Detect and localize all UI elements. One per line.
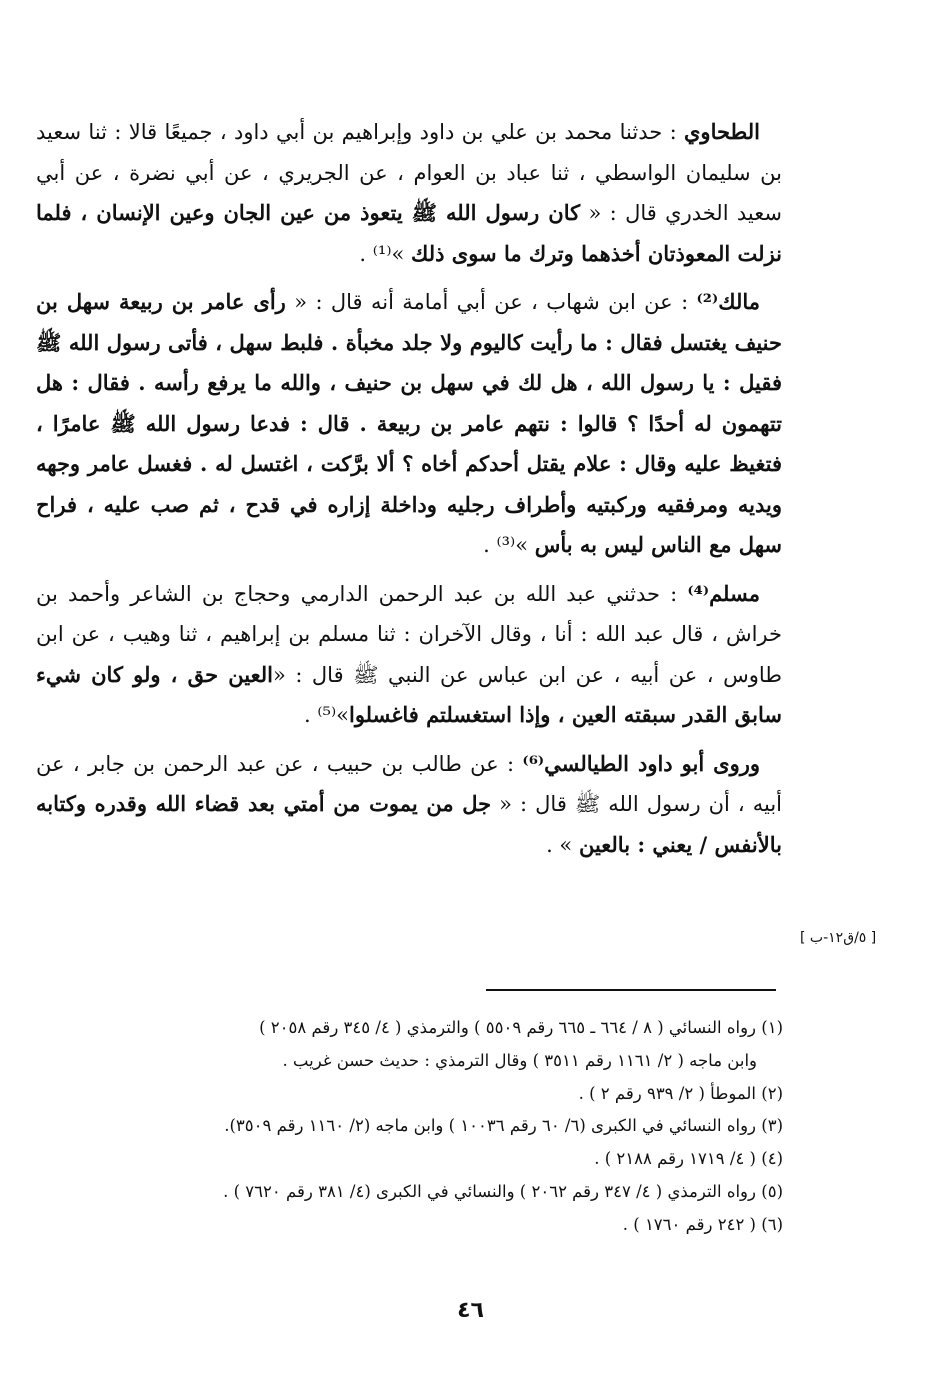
footnote: (٢) الموطأ ( ٢/ ٩٣٩ رقم ٢ ) . [578,1083,783,1103]
main-text [36,112,782,873]
footnote: (٤) ( ٤/ ١٧١٩ رقم ٢١٨٨ ) . [594,1149,783,1169]
quote-end: »⁽⁵⁾ . [304,703,349,727]
speaker-name: مسلم⁽⁴⁾ [687,580,760,606]
footnotes [40,1012,783,1242]
hadith-quote: رأى عامر بن ربيعة سهل بن حنيف يغتسل فقال : ما رأيت كاليوم ولا جلد مخبأة . فلبط سهل ، فأتى رسول الله ﷺ فقيل : يا رسول الله ، هل لك في سهل بن حنيف ، والله ما يرفع رأسه . فقال : هل تتهمون له أحدًا ؟ قالوا : نتهم عامر بن ربيعة . قال : فدعا رسول الله ﷺ عامرًا ، فتغيظ عليه وقال : علام يقتل أحدكم أخاه ؟ ألا برَّكت ، اغتسل له . فغسل عامر وجهه ويديه ومرفقيه وركبتيه وأطراف رجليه وداخلة إزاره في قدح ، ثم صب عليه ، فراح سهل مع الناس ليس به بأس [36,289,782,557]
footnote-separator [486,989,776,991]
hadith-paragraph-tayalisi [36,744,782,866]
isnad-text: : حدثني عبد الله بن عبد الرحمن الدارمي وحجاج بن الشاعر وأحمد بن خراش ، قال عبد الله : أنا ، وقال الآخران : ثنا مسلم بن إبراهيم ، ثنا وهيب ، عن ابن طاوس ، عن أبيه ، عن ابن عباس عن النبي ﷺ قال : « [36,581,782,687]
hadith-paragraph-muslim [36,574,782,736]
manuscript-folio-reference: [ ٥/ق١٢-ب ] [800,930,877,946]
quote-end: »⁽¹⁾ . [359,241,411,266]
page-number: ٤٦ [457,1298,484,1323]
speaker-name: وروى أبو داود الطيالسي⁽⁶⁾ [522,750,760,776]
footnote: (١) رواه النسائي ( ٨ / ٦٦٤ ـ ٦٦٥ رقم ٥٥٠٩ ) والترمذي ( ٤/ ٣٤٥ رقم ٢٠٥٨ ) [259,1018,783,1037]
isnad-text: : عن ابن شهاب ، عن أبي أمامة أنه قال : « [285,290,697,314]
quote-end: »⁽³⁾ . [483,533,535,557]
hadith-quote: كان رسول الله ﷺ يتعوذ من عين الجان وعين الإنسان ، فلما نزلت المعوذتان أخذهما وترك ما سوى ذلك [36,200,782,266]
hadith-paragraph-malik [36,282,782,566]
footnote: (٥) رواه الترمذي ( ٤/ ٣٤٧ رقم ٢٠٦٢ ) والنسائي في الكبرى (٤/ ٣٨١ رقم ٧٦٢٠ ) . [223,1181,783,1201]
hadith-paragraph-tahawi [36,112,782,274]
speaker-name: مالك⁽²⁾ [696,289,760,314]
isnad-text: : حدثنا محمد بن علي بن داود وإبراهيم بن أبي داود ، جميعًا قالا : ثنا سعيد بن سليمان الواسطي ، ثنا عباد بن العوام ، عن الجريري ، عن أبي نضرة ، عن أبي سعيد الخدري قال : « [36,120,782,225]
footnote: (٣) رواه النسائي في الكبرى (٦/ ٦٠ رقم ١٠٠٣٦ ) وابن ماجه (٢/ ١١٦٠ رقم ٣٥٠٩). [224,1116,783,1136]
isnad-text: : عن طالب بن حبيب ، عن عبد الرحمن بن جابر ، عن أبيه ، أن رسول الله ﷺ قال : « [36,751,782,816]
hadith-quote: العين حق ، ولو كان شيء سابق القدر سبقته العين ، وإذا استغسلتم فاغسلوا [36,661,782,727]
hadith-quote: جل من يموت من أمتي بعد قضاء الله وقدره وكتابه بالأنفس / يعني : بالعين [36,791,782,857]
footnote-continuation: وابن ماجه ( ٢/ ١١٦١ رقم ٣٥١١ ) وقال الترمذي : حديث حسن غريب . [282,1050,757,1070]
quote-end: » . [546,832,579,857]
speaker-name: الطحاوي [684,119,760,144]
footnote: (٦) ( ٢٤٢ رقم ١٧٦٠ ) . [622,1214,783,1234]
